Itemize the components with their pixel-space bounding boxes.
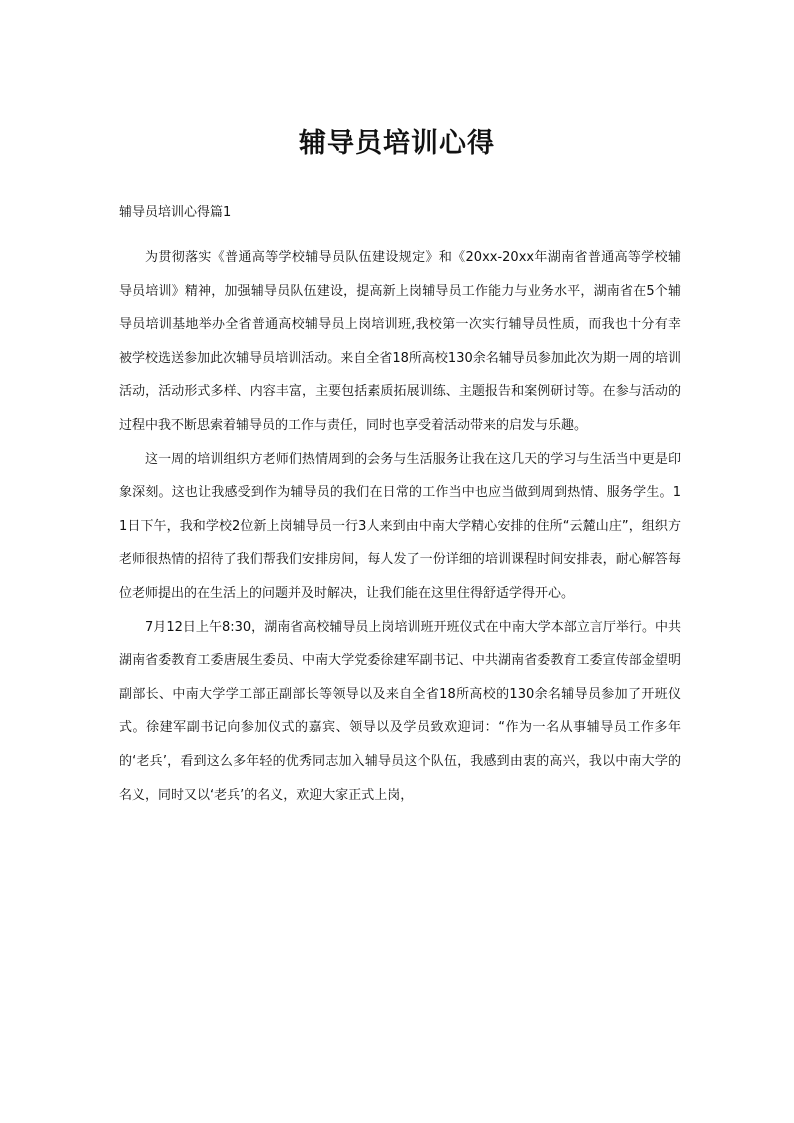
- section-heading: 辅导员培训心得篇1: [119, 205, 232, 220]
- paragraph-2: 这一周的培训组织方老师们热情周到的会务与生活服务让我在这几天的学习与生活当中更是印象深刻。这也让我感受到作为辅导员的我们在日常的工作当中也应当做到周到热情、服务学生。11日下午，我和学校2位新上岗辅导员一行3人来到由中南大学精心安排的住所“云麓山庄”，组织方老师很热情的招待了我们帮我们安排房间，每人发了一份详细的培训课程时间安排表，耐心解答每位老师提出的在生活上的问题并及时解决，让我们能在这里住得舒适学得开心。: [119, 451, 681, 601]
- paragraph-3: 7月12日上午8:30，湖南省高校辅导员上岗培训班开班仪式在中南大学本部立言厅举行。中共湖南省委教育工委唐展生委员、中南大学党委徐建军副书记、中共湖南省委教育工委宣传部金望明副部长、中南大学学工部正副部长等领导以及来自全省18所高校的130余名辅导员参加了开班仪式。徐建军副书记向参加仪式的嘉宾、领导以及学员致欢迎词：“作为一名从事辅导员工作多年的‘老兵’，看到这么多年轻的优秀同志加入辅导员这个队伍，我感到由衷的高兴，我以中南大学的名义，同时又以‘老兵’的名义，欢迎大家正式上岗，: [119, 619, 681, 803]
- paragraph-1: 为贯彻落实《普通高等学校辅导员队伍建设规定》和《20xx-20xx年湖南省普通高等学校辅导员培训》精神，加强辅导员队伍建设，提高新上岗辅导员工作能力与业务水平，湖南省在5个辅导员培训基地举办全省普通高校辅导员上岗培训班,我校第一次实行辅导员性质，而我也十分有幸被学校选送参加此次辅导员培训活动。来自全省18所高校130余名辅导员参加此次为期一周的培训活动，活动形式多样、内容丰富，主要包括素质拓展训练、主题报告和案例研讨等。在参与活动的过程中我不断思索着辅导员的工作与责任，同时也享受着活动带来的启发与乐趣。: [119, 250, 681, 433]
- document-body: [119, 201, 681, 812]
- document-title: 辅导员培训心得: [299, 128, 495, 159]
